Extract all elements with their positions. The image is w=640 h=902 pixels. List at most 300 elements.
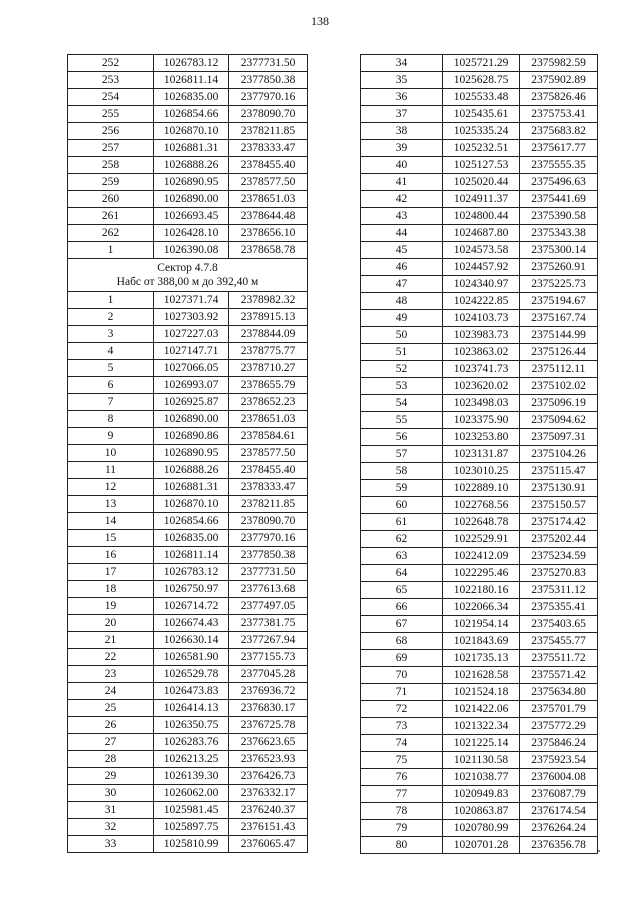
point-number: 30	[68, 785, 154, 802]
x-coordinate: 1021843.69	[443, 633, 520, 650]
point-number: 74	[361, 735, 443, 752]
y-coordinate: 2375174.42	[520, 514, 598, 531]
x-coordinate: 1025335.24	[443, 123, 520, 140]
y-coordinate: 2375300.14	[520, 242, 598, 259]
table-row	[361, 293, 598, 310]
x-coordinate: 1023498.03	[443, 395, 520, 412]
x-coordinate: 1026890.00	[154, 411, 229, 428]
point-number: 69	[361, 650, 443, 667]
point-number: 56	[361, 429, 443, 446]
x-coordinate: 1027066.05	[154, 360, 229, 377]
table-row	[68, 55, 308, 72]
point-number: 9	[68, 428, 154, 445]
y-coordinate: 2375096.19	[520, 395, 598, 412]
table-row	[361, 650, 598, 667]
table-row	[68, 768, 308, 785]
point-number: 59	[361, 480, 443, 497]
x-coordinate: 1021322.34	[443, 718, 520, 735]
point-number: 22	[68, 649, 154, 666]
x-coordinate: 1025981.45	[154, 802, 229, 819]
table-row	[68, 411, 308, 428]
y-coordinate: 2375270.83	[520, 565, 598, 582]
y-coordinate: 2376065.47	[229, 836, 308, 853]
y-coordinate: 2377381.75	[229, 615, 308, 632]
y-coordinate: 2375753.41	[520, 106, 598, 123]
y-coordinate: 2378844.09	[229, 326, 308, 343]
y-coordinate: 2375115.47	[520, 463, 598, 480]
table-row	[68, 242, 308, 259]
sector-title: Сектор 4.7.8	[157, 262, 218, 274]
table-row	[361, 701, 598, 718]
y-coordinate: 2375126.44	[520, 344, 598, 361]
y-coordinate: 2376523.93	[229, 751, 308, 768]
table-row	[361, 225, 598, 242]
point-number: 33	[68, 836, 154, 853]
y-coordinate: 2376936.72	[229, 683, 308, 700]
point-number: 12	[68, 479, 154, 496]
y-coordinate: 2377613.68	[229, 581, 308, 598]
table-row	[68, 208, 308, 225]
y-coordinate: 2378775.77	[229, 343, 308, 360]
point-number: 57	[361, 446, 443, 463]
table-row	[361, 718, 598, 735]
x-coordinate: 1024340.97	[443, 276, 520, 293]
point-number: 37	[361, 106, 443, 123]
point-number: 26	[68, 717, 154, 734]
table-row	[361, 106, 598, 123]
x-coordinate: 1026062.00	[154, 785, 229, 802]
table-row	[68, 428, 308, 445]
x-coordinate: 1025232.51	[443, 140, 520, 157]
x-coordinate: 1025127.53	[443, 157, 520, 174]
x-coordinate: 1025628.75	[443, 72, 520, 89]
point-number: 1	[68, 242, 154, 259]
point-number: 63	[361, 548, 443, 565]
point-number: 60	[361, 497, 443, 514]
point-number: 11	[68, 462, 154, 479]
table-row	[361, 72, 598, 89]
point-number: 3	[68, 326, 154, 343]
y-coordinate: 2376004.08	[520, 769, 598, 786]
y-coordinate: 2377850.38	[229, 72, 308, 89]
coordinates-table-left	[67, 54, 308, 853]
y-coordinate: 2375511.72	[520, 650, 598, 667]
y-coordinate: 2378651.03	[229, 411, 308, 428]
left-table-top-rows	[68, 55, 308, 259]
point-number: 53	[361, 378, 443, 395]
y-coordinate: 2375311.12	[520, 582, 598, 599]
x-coordinate: 1025533.48	[443, 89, 520, 106]
x-coordinate: 1026390.08	[154, 242, 229, 259]
x-coordinate: 1026881.31	[154, 140, 229, 157]
table-row	[361, 752, 598, 769]
y-coordinate: 2375982.59	[520, 55, 598, 72]
y-coordinate: 2376332.17	[229, 785, 308, 802]
x-coordinate: 1026888.26	[154, 462, 229, 479]
x-coordinate: 1026870.10	[154, 496, 229, 513]
x-coordinate: 1027227.03	[154, 326, 229, 343]
table-row	[68, 836, 308, 853]
point-number: 48	[361, 293, 443, 310]
table-row	[361, 276, 598, 293]
table-row	[68, 615, 308, 632]
x-coordinate: 1026890.95	[154, 174, 229, 191]
y-coordinate: 2378090.70	[229, 513, 308, 530]
x-coordinate: 1020863.87	[443, 803, 520, 820]
y-coordinate: 2376830.17	[229, 700, 308, 717]
table-row	[361, 429, 598, 446]
point-number: 14	[68, 513, 154, 530]
point-number: 58	[361, 463, 443, 480]
y-coordinate: 2378655.79	[229, 377, 308, 394]
x-coordinate: 1021225.14	[443, 735, 520, 752]
y-coordinate: 2375902.89	[520, 72, 598, 89]
table-row	[361, 140, 598, 157]
point-number: 262	[68, 225, 154, 242]
table-row	[68, 377, 308, 394]
y-coordinate: 2378577.50	[229, 445, 308, 462]
x-coordinate: 1026529.78	[154, 666, 229, 683]
y-coordinate: 2378211.85	[229, 123, 308, 140]
y-coordinate: 2375104.26	[520, 446, 598, 463]
point-number: 18	[68, 581, 154, 598]
table-row	[68, 394, 308, 411]
x-coordinate: 1026473.83	[154, 683, 229, 700]
x-coordinate: 1026283.76	[154, 734, 229, 751]
sector-subtitle: Набс от 388,00 м до 392,40 м	[116, 276, 259, 288]
table-row	[68, 343, 308, 360]
point-number: 257	[68, 140, 154, 157]
y-coordinate: 2378211.85	[229, 496, 308, 513]
x-coordinate: 1021130.58	[443, 752, 520, 769]
point-number: 77	[361, 786, 443, 803]
x-coordinate: 1021038.77	[443, 769, 520, 786]
point-number: 50	[361, 327, 443, 344]
point-number: 6	[68, 377, 154, 394]
x-coordinate: 1020701.28	[443, 837, 520, 854]
x-coordinate: 1026811.14	[154, 72, 229, 89]
y-coordinate: 2376356.78	[520, 837, 598, 854]
x-coordinate: 1026854.66	[154, 106, 229, 123]
point-number: 24	[68, 683, 154, 700]
point-number: 52	[361, 361, 443, 378]
x-coordinate: 1026139.30	[154, 768, 229, 785]
point-number: 260	[68, 191, 154, 208]
x-coordinate: 1024573.58	[443, 242, 520, 259]
point-number: 70	[361, 667, 443, 684]
x-coordinate: 1025020.44	[443, 174, 520, 191]
x-coordinate: 1022529.91	[443, 531, 520, 548]
y-coordinate: 2375094.62	[520, 412, 598, 429]
table-row	[361, 446, 598, 463]
table-row	[68, 157, 308, 174]
point-number: 43	[361, 208, 443, 225]
y-coordinate: 2375112.11	[520, 361, 598, 378]
x-coordinate: 1026835.00	[154, 530, 229, 547]
y-coordinate: 2375403.65	[520, 616, 598, 633]
point-number: 47	[361, 276, 443, 293]
x-coordinate: 1023131.87	[443, 446, 520, 463]
point-number: 34	[361, 55, 443, 72]
table-row	[361, 463, 598, 480]
x-coordinate: 1026350.75	[154, 717, 229, 734]
table-row	[361, 667, 598, 684]
point-number: 2	[68, 309, 154, 326]
y-coordinate: 2376623.65	[229, 734, 308, 751]
table-row	[361, 582, 598, 599]
x-coordinate: 1023253.80	[443, 429, 520, 446]
point-number: 75	[361, 752, 443, 769]
x-coordinate: 1025721.29	[443, 55, 520, 72]
x-coordinate: 1026783.12	[154, 55, 229, 72]
table-row	[361, 242, 598, 259]
y-coordinate: 2378656.10	[229, 225, 308, 242]
x-coordinate: 1024103.73	[443, 310, 520, 327]
point-number: 78	[361, 803, 443, 820]
y-coordinate: 2378710.27	[229, 360, 308, 377]
table-row	[68, 683, 308, 700]
table-row	[361, 412, 598, 429]
point-number: 71	[361, 684, 443, 701]
y-coordinate: 2375846.24	[520, 735, 598, 752]
x-coordinate: 1021422.06	[443, 701, 520, 718]
y-coordinate: 2378333.47	[229, 479, 308, 496]
x-coordinate: 1021628.58	[443, 667, 520, 684]
x-coordinate: 1022066.34	[443, 599, 520, 616]
y-coordinate: 2375144.99	[520, 327, 598, 344]
x-coordinate: 1026750.97	[154, 581, 229, 598]
x-coordinate: 1026870.10	[154, 123, 229, 140]
x-coordinate: 1026811.14	[154, 547, 229, 564]
y-coordinate: 2375343.38	[520, 225, 598, 242]
point-number: 76	[361, 769, 443, 786]
point-number: 44	[361, 225, 443, 242]
point-number: 73	[361, 718, 443, 735]
table-row	[68, 785, 308, 802]
point-number: 25	[68, 700, 154, 717]
point-number: 259	[68, 174, 154, 191]
table-row	[68, 666, 308, 683]
y-coordinate: 2375150.57	[520, 497, 598, 514]
y-coordinate: 2376240.37	[229, 802, 308, 819]
y-coordinate: 2378652.23	[229, 394, 308, 411]
x-coordinate: 1021954.14	[443, 616, 520, 633]
y-coordinate: 2375826.46	[520, 89, 598, 106]
x-coordinate: 1022648.78	[443, 514, 520, 531]
table-row	[68, 360, 308, 377]
table-row	[361, 259, 598, 276]
right-table-rows	[361, 55, 598, 854]
x-coordinate: 1023375.90	[443, 412, 520, 429]
point-number: 17	[68, 564, 154, 581]
x-coordinate: 1024687.80	[443, 225, 520, 242]
x-coordinate: 1022768.56	[443, 497, 520, 514]
y-coordinate: 2377497.05	[229, 598, 308, 615]
x-coordinate: 1022889.10	[443, 480, 520, 497]
left-table-bottom-rows	[68, 292, 308, 853]
x-coordinate: 1026783.12	[154, 564, 229, 581]
x-coordinate: 1025810.99	[154, 836, 229, 853]
point-number: 23	[68, 666, 154, 683]
table-row	[68, 632, 308, 649]
y-coordinate: 2378651.03	[229, 191, 308, 208]
y-coordinate: 2377045.28	[229, 666, 308, 683]
table-row	[68, 191, 308, 208]
y-coordinate: 2378455.40	[229, 157, 308, 174]
table-row	[361, 820, 598, 837]
y-coordinate: 2377155.73	[229, 649, 308, 666]
x-coordinate: 1026835.00	[154, 89, 229, 106]
y-coordinate: 2375225.73	[520, 276, 598, 293]
table-row	[68, 123, 308, 140]
point-number: 55	[361, 412, 443, 429]
point-number: 256	[68, 123, 154, 140]
x-coordinate: 1026890.86	[154, 428, 229, 445]
table-row	[361, 361, 598, 378]
point-number: 39	[361, 140, 443, 157]
table-row	[68, 479, 308, 496]
y-coordinate: 2378090.70	[229, 106, 308, 123]
y-coordinate: 2375441.69	[520, 191, 598, 208]
point-number: 80	[361, 837, 443, 854]
table-row	[68, 174, 308, 191]
x-coordinate: 1022180.16	[443, 582, 520, 599]
table-row	[361, 837, 598, 854]
x-coordinate: 1023620.02	[443, 378, 520, 395]
point-number: 72	[361, 701, 443, 718]
point-number: 28	[68, 751, 154, 768]
sector-header-row	[68, 259, 308, 292]
table-row	[361, 208, 598, 225]
point-number: 15	[68, 530, 154, 547]
x-coordinate: 1020780.99	[443, 820, 520, 837]
y-coordinate: 2375260.91	[520, 259, 598, 276]
table-row	[361, 344, 598, 361]
table-row	[361, 803, 598, 820]
table-row	[361, 633, 598, 650]
y-coordinate: 2378577.50	[229, 174, 308, 191]
x-coordinate: 1026890.00	[154, 191, 229, 208]
point-number: 32	[68, 819, 154, 836]
page-number: 138	[311, 14, 329, 28]
y-coordinate: 2378982.32	[229, 292, 308, 309]
y-coordinate: 2375496.63	[520, 174, 598, 191]
table-row	[68, 309, 308, 326]
table-row	[68, 547, 308, 564]
point-number: 29	[68, 768, 154, 785]
table-row	[361, 327, 598, 344]
x-coordinate: 1027303.92	[154, 309, 229, 326]
y-coordinate: 2375617.77	[520, 140, 598, 157]
table-row	[68, 445, 308, 462]
table-row	[361, 769, 598, 786]
point-number: 252	[68, 55, 154, 72]
table-row	[68, 462, 308, 479]
y-coordinate: 2375701.79	[520, 701, 598, 718]
x-coordinate: 1026881.31	[154, 479, 229, 496]
y-coordinate: 2376087.79	[520, 786, 598, 803]
x-coordinate: 1024457.92	[443, 259, 520, 276]
y-coordinate: 2375555.35	[520, 157, 598, 174]
table-row	[68, 581, 308, 598]
y-coordinate: 2375194.67	[520, 293, 598, 310]
x-coordinate: 1025897.75	[154, 819, 229, 836]
x-coordinate: 1023863.02	[443, 344, 520, 361]
x-coordinate: 1026428.10	[154, 225, 229, 242]
table-row	[68, 530, 308, 547]
x-coordinate: 1022295.46	[443, 565, 520, 582]
table-row	[68, 72, 308, 89]
table-row	[68, 734, 308, 751]
x-coordinate: 1026714.72	[154, 598, 229, 615]
y-coordinate: 2375772.29	[520, 718, 598, 735]
table-row	[68, 751, 308, 768]
x-coordinate: 1021524.18	[443, 684, 520, 701]
table-row	[68, 496, 308, 513]
point-number: 13	[68, 496, 154, 513]
table-row	[68, 649, 308, 666]
y-coordinate: 2376264.24	[520, 820, 598, 837]
y-coordinate: 2375571.42	[520, 667, 598, 684]
table-row	[361, 191, 598, 208]
table-row	[361, 548, 598, 565]
point-number: 45	[361, 242, 443, 259]
y-coordinate: 2378644.48	[229, 208, 308, 225]
y-coordinate: 2375167.74	[520, 310, 598, 327]
point-number: 38	[361, 123, 443, 140]
table-row	[361, 514, 598, 531]
y-coordinate: 2377267.94	[229, 632, 308, 649]
table-row	[361, 89, 598, 106]
y-coordinate: 2377970.16	[229, 89, 308, 106]
table-row	[68, 819, 308, 836]
x-coordinate: 1025435.61	[443, 106, 520, 123]
point-number: 41	[361, 174, 443, 191]
table-row	[361, 616, 598, 633]
point-number: 1	[68, 292, 154, 309]
table-row	[68, 700, 308, 717]
y-coordinate: 2375355.41	[520, 599, 598, 616]
point-number: 31	[68, 802, 154, 819]
y-coordinate: 2376151.43	[229, 819, 308, 836]
x-coordinate: 1024911.37	[443, 191, 520, 208]
table-row	[361, 310, 598, 327]
y-coordinate: 2375390.58	[520, 208, 598, 225]
x-coordinate: 1026414.13	[154, 700, 229, 717]
table-row	[68, 717, 308, 734]
point-number: 261	[68, 208, 154, 225]
y-coordinate: 2375202.44	[520, 531, 598, 548]
x-coordinate: 1026854.66	[154, 513, 229, 530]
y-coordinate: 2378333.47	[229, 140, 308, 157]
point-number: 46	[361, 259, 443, 276]
y-coordinate: 2377850.38	[229, 547, 308, 564]
point-number: 51	[361, 344, 443, 361]
point-number: 62	[361, 531, 443, 548]
y-coordinate: 2375234.59	[520, 548, 598, 565]
point-number: 254	[68, 89, 154, 106]
x-coordinate: 1024800.44	[443, 208, 520, 225]
point-number: 20	[68, 615, 154, 632]
x-coordinate: 1026674.43	[154, 615, 229, 632]
y-coordinate: 2378915.13	[229, 309, 308, 326]
scan-artifact	[598, 850, 600, 852]
point-number: 258	[68, 157, 154, 174]
point-number: 4	[68, 343, 154, 360]
point-number: 36	[361, 89, 443, 106]
x-coordinate: 1026993.07	[154, 377, 229, 394]
y-coordinate: 2378584.61	[229, 428, 308, 445]
